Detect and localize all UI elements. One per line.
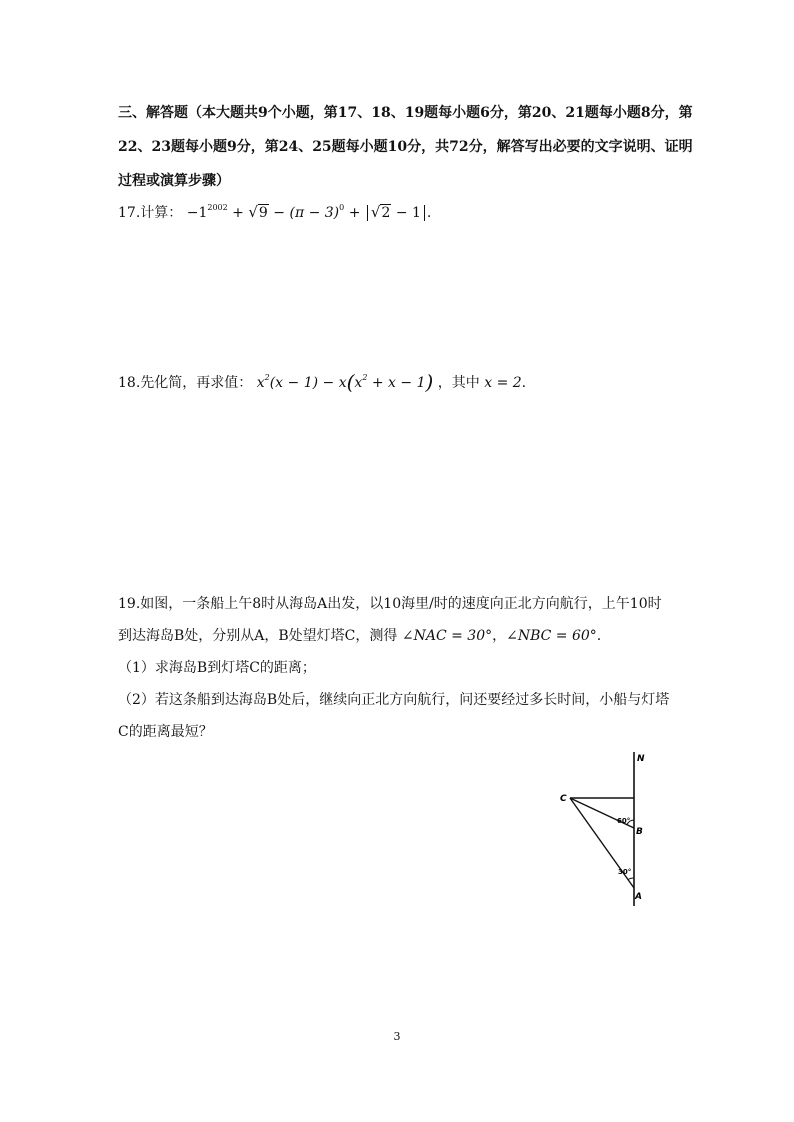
q17-radicand-9: 9 — [258, 205, 268, 221]
q17-neg-one: −1 — [186, 205, 208, 221]
question-17 — [118, 202, 431, 222]
q19-sub-question-2-line-1: （2）若这条船到达海岛B处后，继续向正北方向航行，问还要经过多长时间，小船与灯塔 — [118, 692, 670, 708]
angle-label-30: 30° — [618, 868, 632, 876]
q18-condition: x = 2 — [484, 375, 522, 391]
lighthouse-figure — [556, 748, 656, 908]
angle-label-60: 60° — [617, 817, 631, 825]
label-b: B — [636, 827, 643, 837]
label-n: N — [637, 754, 645, 764]
q19-line-2-text: 到达海岛B处，分别从A，B处望灯塔C，测得 — [118, 628, 398, 644]
q18-left-paren: ( — [346, 370, 355, 394]
q18-right-paren: ) — [425, 370, 434, 394]
q18-x-2: x — [354, 375, 363, 391]
q18-x: x — [256, 375, 265, 391]
label-c: C — [560, 794, 567, 804]
q19-sub-question-1: （1）求海岛B到灯塔C的距离； — [118, 660, 316, 676]
page-number: 3 — [393, 1030, 401, 1043]
question-18 — [118, 368, 526, 392]
q19-sub-question-2-line-2: C的距离最短？ — [118, 724, 213, 740]
q18-expression — [256, 370, 438, 394]
q19-angle-nbc: ∠NBC = 60° — [506, 628, 597, 644]
label-a: A — [635, 892, 642, 902]
q18-exponent-2a: 2 — [264, 373, 270, 382]
q17-exponent-0: 0 — [339, 203, 345, 212]
q18-suffix: ，其中 — [437, 375, 480, 391]
q17-radicand-2: 2 — [381, 205, 391, 221]
q17-minus-one: − 1 — [391, 205, 421, 221]
q19-comma: ， — [492, 628, 507, 644]
q18-period: . — [521, 375, 527, 391]
q19-angle-nac: ∠NAC = 30° — [401, 628, 493, 644]
q19-period: . — [596, 628, 602, 644]
q17-expression — [187, 205, 432, 221]
q19-line-1: 19.如图，一条船上午8时从海岛A出发，以10海里/时的速度向正北方向航行，上午10时 — [118, 596, 662, 612]
angle-arc-a — [628, 878, 634, 880]
q18-part-2: + x − 1 — [367, 375, 426, 391]
q17-plus: + — [232, 205, 244, 221]
q17-period: . — [426, 205, 432, 221]
q17-plus-2: + — [348, 205, 361, 221]
q18-part-1: (x − 1) − x — [269, 375, 347, 391]
q18-prefix: 18.先化简，再求值： — [118, 375, 253, 391]
section-title: 三、解答题（本大题共9个小题，第17、18、19题每小题6分，第20、21题每小题8分，第22、23题每小题9分，第24、25题每小题10分，共72分，解答写出必要的文字说明、证明过程或演算步骤） — [118, 105, 693, 189]
q17-sqrt-9: √9 — [248, 203, 268, 221]
q17-exponent-2002: 2002 — [207, 203, 228, 212]
q17-absolute-value: √2 − 1 — [367, 205, 425, 221]
q18-exponent-2b: 2 — [362, 373, 368, 382]
q17-pi-term: (π − 3) — [289, 205, 340, 221]
q17-minus: − — [273, 205, 286, 221]
q17-prefix: 17.计算： — [118, 205, 183, 221]
q19-line-2 — [118, 625, 601, 645]
